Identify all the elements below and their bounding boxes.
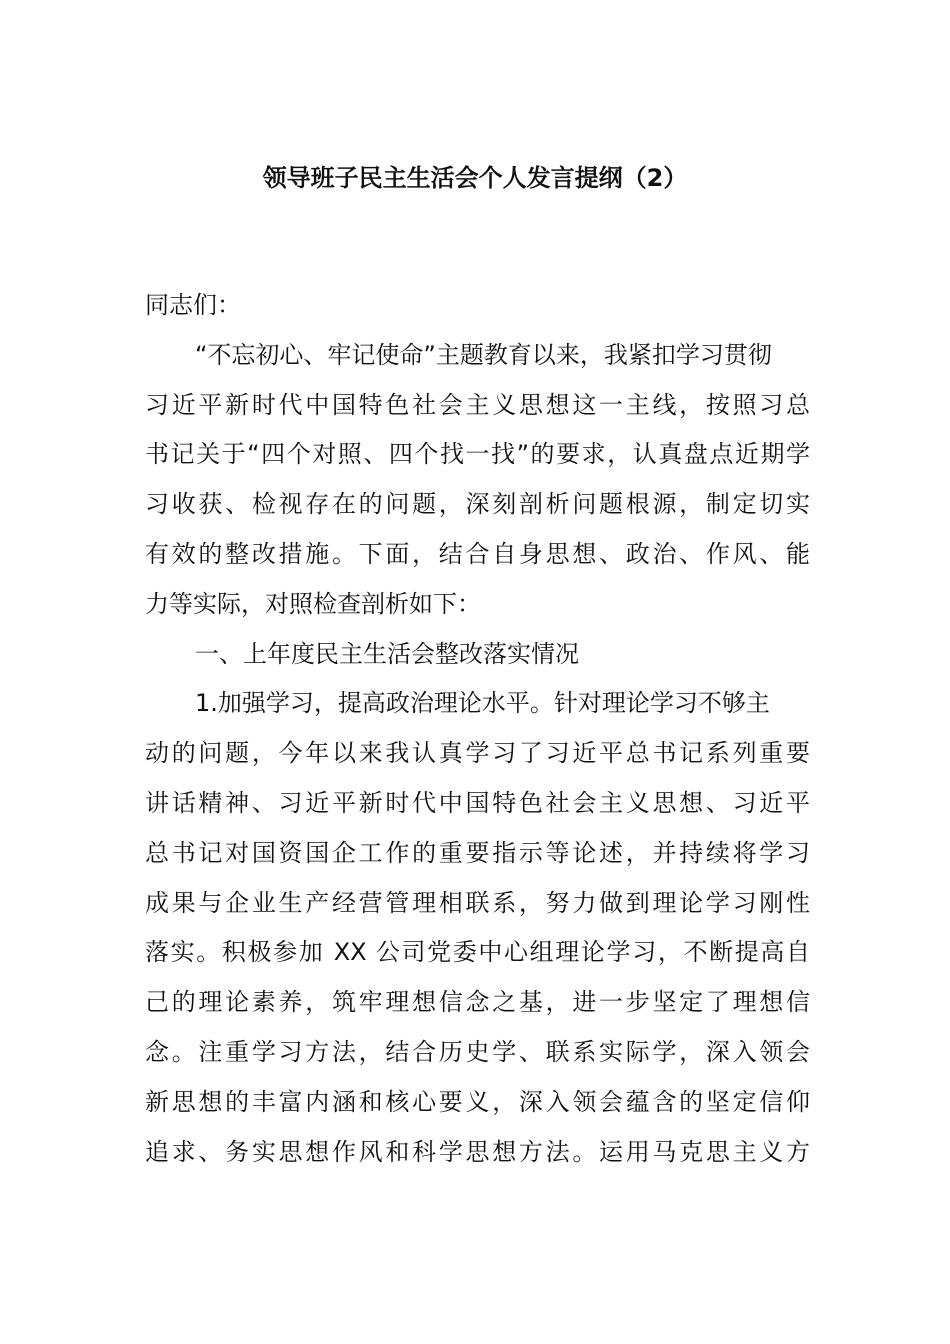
document-body	[145, 281, 810, 1177]
paragraph-line: “不忘初心、牢记使命”主题教育以来，我紧扣学习贯彻	[195, 340, 772, 369]
paragraph-line: 书记关于“四个对照、四个找一找”的要求，认真盘点近期学	[145, 440, 810, 469]
paragraph-line: 讲话精神、习近平新时代中国特色社会主义思想、习近平	[145, 788, 810, 817]
paragraph-line: 习收获、检视存在的问题，深刻剖析问题根源，制定切实	[145, 490, 810, 519]
paragraph-line: 习近平新时代中国特色社会主义思想这一主线，按照习总	[145, 390, 810, 419]
paragraph-line: 动的问题，今年以来我认真学习了习近平总书记系列重要	[145, 739, 810, 768]
paragraph-line: 念。注重学习方法，结合历史学、联系实际学，深入领会	[145, 1037, 810, 1066]
paragraph-line: 新思想的丰富内涵和核心要义，深入领会蕴含的坚定信仰	[145, 1087, 810, 1116]
salutation-line: 同志们：	[145, 291, 241, 319]
section-heading: 一、上年度民主生活会整改落实情况	[195, 639, 579, 668]
paragraph-line: 力等实际，对照检查剖析如下：	[145, 589, 481, 618]
paragraph-line: 追求、务实思想作风和科学思想方法。运用马克思主义方	[145, 1137, 810, 1166]
paragraph-line: 落实。积极参加 XX 公司党委中心组理论学习，不断提高自	[145, 938, 810, 967]
paragraph-line: 1.加强学习，提高政治理论水平。针对理论学习不够主	[195, 689, 770, 718]
paragraph-line: 有效的整改措施。下面，结合自身思想、政治、作风、能	[145, 539, 810, 568]
paragraph-line: 成果与企业生产经营管理相联系，努力做到理论学习刚性	[145, 888, 810, 917]
document-title: 领导班子民主生活会个人发言提纲（2）	[262, 164, 688, 192]
paragraph-line: 己的理论素养，筑牢理想信念之基，进一步坚定了理想信	[145, 988, 810, 1017]
paragraph-line: 总书记对国资国企工作的重要指示等论述，并持续将学习	[145, 838, 810, 867]
